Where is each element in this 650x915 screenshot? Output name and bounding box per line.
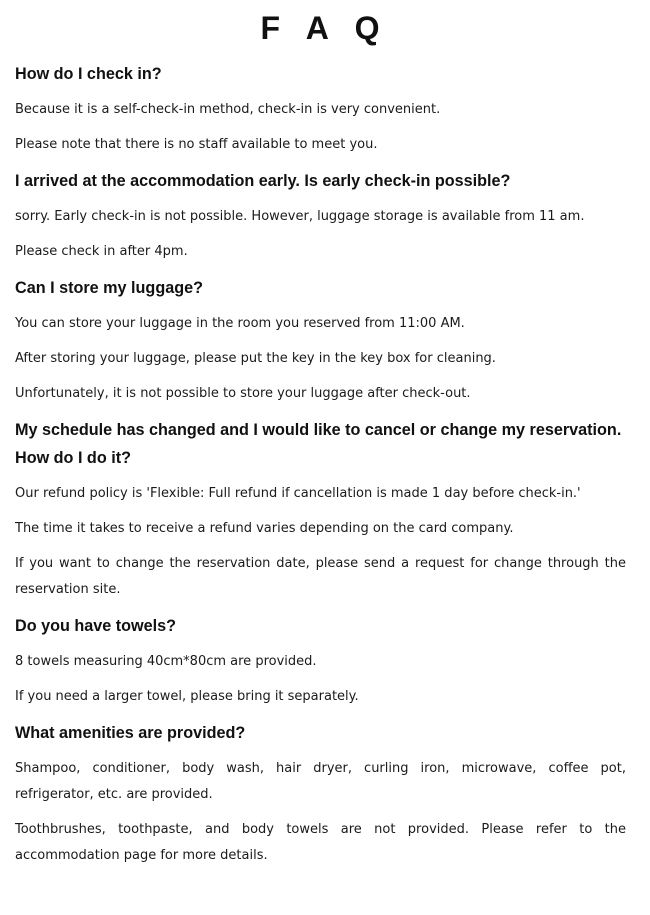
faq-item-amenities bbox=[15, 719, 626, 869]
faq-answer: sorry. Early check-in is not possible. However, luggage storage is available from 11 am. bbox=[15, 209, 585, 224]
page-title: F A Q bbox=[260, 10, 389, 46]
faq-answer: Unfortunately, it is not possible to store your luggage after check-out. bbox=[15, 386, 471, 401]
faq-question: Do you have towels? bbox=[15, 617, 177, 635]
faq-question: What amenities are provided? bbox=[15, 724, 246, 742]
faq-question: How do I check in? bbox=[15, 65, 162, 83]
faq-answer: Toothbrushes, toothpaste, and body towels are not provided. Please refer to the accommodation page for more details. bbox=[15, 822, 626, 863]
faq-item-towels bbox=[15, 612, 626, 710]
faq-item-early-check-in bbox=[15, 167, 626, 265]
faq-question: My schedule has changed and I would like to cancel or change my reservation. How do I do it? bbox=[15, 421, 622, 467]
faq-answer: Please note that there is no staff available to meet you. bbox=[15, 137, 378, 152]
faq-answer: 8 towels measuring 40cm*80cm are provided. bbox=[15, 654, 317, 669]
faq-item-check-in bbox=[15, 60, 626, 158]
faq-answer: Please check in after 4pm. bbox=[15, 244, 188, 259]
faq-answer: If you want to change the reservation date, please send a request for change through the reservation site. bbox=[15, 556, 626, 597]
faq-answer: The time it takes to receive a refund varies depending on the card company. bbox=[15, 521, 514, 536]
faq-answer: After storing your luggage, please put the key in the key box for cleaning. bbox=[15, 351, 496, 366]
faq-question: Can I store my luggage? bbox=[15, 279, 203, 297]
faq-answer: If you need a larger towel, please bring it separately. bbox=[15, 689, 359, 704]
faq-answer: You can store your luggage in the room you reserved from 11:00 AM. bbox=[15, 316, 465, 331]
faq-answer: Because it is a self-check-in method, check-in is very convenient. bbox=[15, 102, 441, 117]
faq-answer: Our refund policy is 'Flexible: Full refund if cancellation is made 1 day before check-in.' bbox=[15, 486, 581, 501]
faq-item-cancel-change bbox=[15, 416, 626, 603]
faq-question: I arrived at the accommodation early. Is early check-in possible? bbox=[15, 172, 511, 190]
faq-answer: Shampoo, conditioner, body wash, hair dryer, curling iron, microwave, coffee pot, refrigerator, etc. are provided. bbox=[15, 761, 626, 802]
faq-item-luggage bbox=[15, 274, 626, 407]
